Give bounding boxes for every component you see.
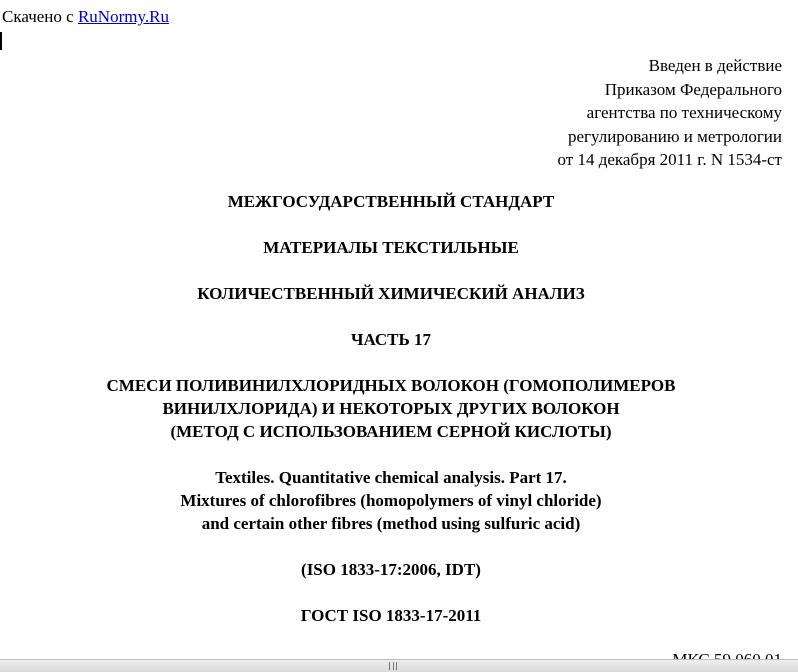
gost-designation: ГОСТ ISO 1833-17-2011	[300, 606, 482, 625]
enactment-note	[557, 54, 782, 172]
materials-heading: МАТЕРИАЛЫ ТЕКСТИЛЬНЫЕ	[263, 238, 519, 257]
enactment-line: от 14 декабря 2011 г. N 1534-ст	[557, 150, 782, 169]
subject-title-line: ВИНИЛХЛОРИДА) И НЕКОТОРЫХ ДРУГИХ ВОЛОКОН	[162, 399, 620, 418]
download-prefix: Скачено с	[2, 7, 78, 26]
subject-title-line: СМЕСИ ПОЛИВИНИЛХЛОРИДНЫХ ВОЛОКОН (ГОМОПОЛИМЕРОВ	[106, 376, 676, 395]
text-cursor	[0, 32, 2, 50]
english-title-line: Mixtures of chlorofibres (homopolymers of vinyl chloride)	[180, 491, 602, 510]
interstate-standard-heading: МЕЖГОСУДАРСТВЕННЫЙ СТАНДАРТ	[227, 192, 555, 211]
iso-reference: (ISO 1833-17:2006, IDT)	[301, 560, 481, 579]
scrollbar-grip-icon[interactable]	[389, 662, 397, 670]
enactment-line: агентства по техническому	[586, 103, 782, 122]
horizontal-scrollbar[interactable]	[0, 659, 798, 672]
runormy-link[interactable]: RuNormy.Ru	[77, 7, 169, 26]
part-heading: ЧАСТЬ 17	[350, 330, 431, 349]
enactment-line: регулированию и метрологии	[567, 126, 782, 146]
english-title	[0, 466, 782, 535]
enactment-line: Введен в действие	[648, 56, 782, 75]
english-title-line: and certain other fibres (method using sulfuric acid)	[201, 514, 581, 533]
analysis-heading: КОЛИЧЕСТВЕННЫЙ ХИМИЧЕСКИЙ АНАЛИЗ	[197, 284, 585, 303]
download-source-line	[2, 7, 169, 27]
english-title-line: Textiles. Quantitative chemical analysis. Part 17.	[215, 468, 567, 487]
subject-title	[0, 374, 782, 443]
enactment-line: Приказом Федерального	[604, 79, 782, 99]
subject-title-line: (МЕТОД С ИСПОЛЬЗОВАНИЕМ СЕРНОЙ КИСЛОТЫ)	[170, 422, 612, 441]
